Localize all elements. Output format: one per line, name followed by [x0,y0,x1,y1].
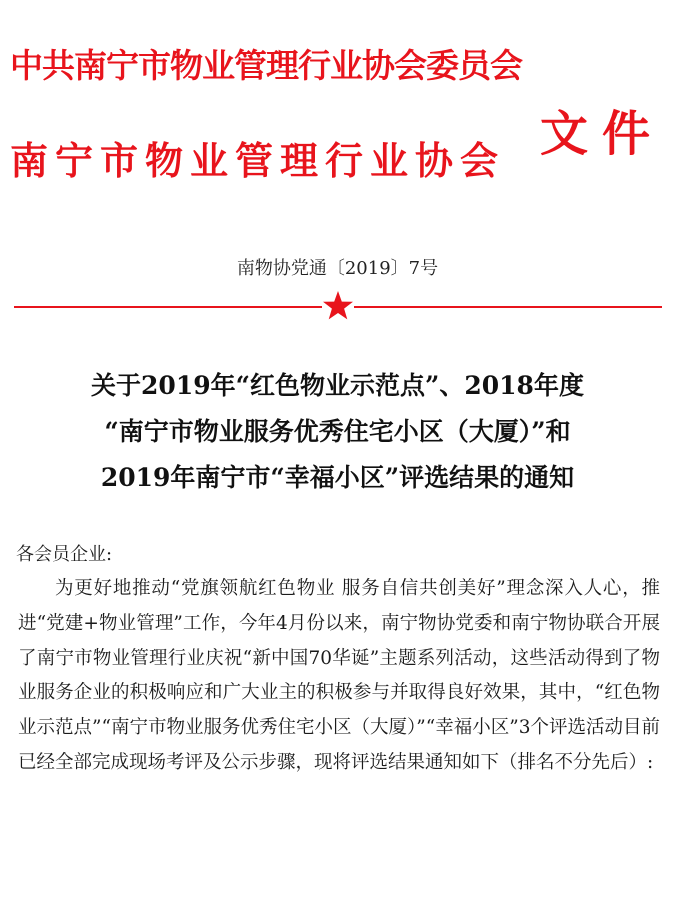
body-paragraph: 为更好地推动“党旗领航红色物业 服务自信共创美好”理念深入人心，推进“党建+物业管理”工作，今年4月份以来，南宁物协党委和南宁物协联合开展了南宁市物业管理行业庆祝“新中国70华诞”主题系列活动，这些活动得到了物业服务企业的积极响应和广大业主的积极参与并取得良好效果，其中，“红色物业示范点”“南宁市物业服务优秀住宅小区（大厦）”“幸福小区”3个评选活动目前已经全部完成现场考评及公示步骤，现将评选结果通知如下（排名不分先后）: [18,578,660,773]
red-divider-right [354,306,662,308]
doc-type-label: 文件 [540,106,665,162]
title-line-2: “南宁市物业服务优秀住宅小区（大厦）”和 [104,417,571,446]
red-divider-left [14,306,322,308]
org-name-association: 南宁市物业管理行业协会 [10,139,506,183]
star-icon [322,290,354,322]
salutation: 各会员企业: [16,544,113,565]
title-line-1: 关于2019年“红色物业示范点”、2018年度 [91,371,584,400]
title-line-3: 2019年南宁市“幸福小区”评选结果的通知 [100,463,575,492]
document-number: 南物协党通〔2019〕7号 [236,258,439,279]
org-name-party-committee: 中共南宁市物业管理行业协会委员会 [10,46,522,85]
